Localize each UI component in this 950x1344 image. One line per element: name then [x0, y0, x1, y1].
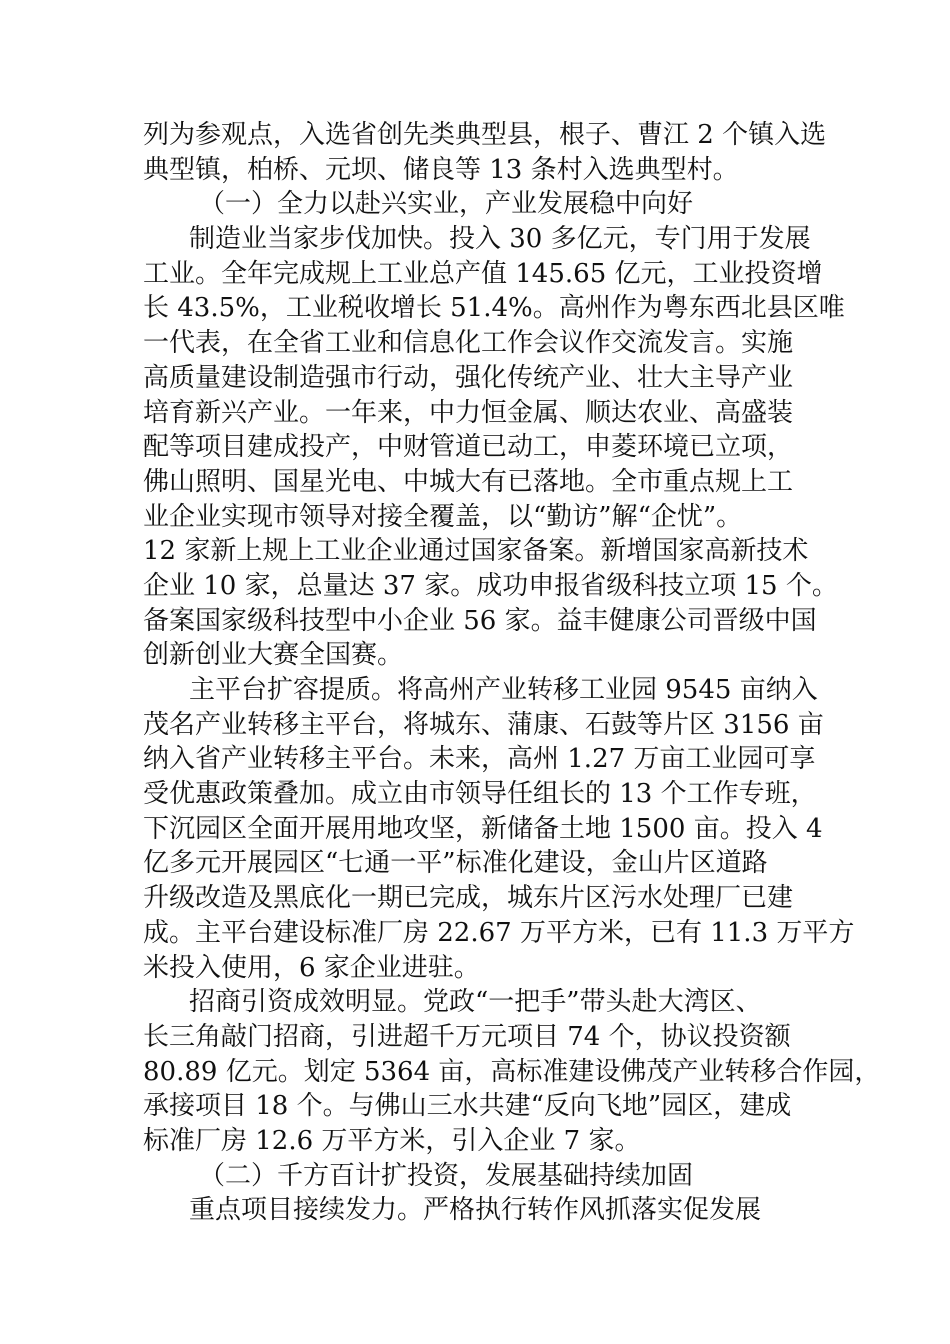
paragraph-start: 主平台扩容提质。将高州产业转移工业园 9545 亩纳入 — [189, 675, 818, 705]
text-line: 佛山照明、国星光电、中城大有已落地。全市重点规上工 — [143, 466, 794, 497]
text-line: 亿多元开展园区“七通一平”标准化建设，金山片区道路 — [143, 848, 768, 879]
text-line: 配等项目建成投产，中财管道已动工，申菱环境已立项， — [143, 432, 794, 463]
text-line: 米投入使用，6 家企业进驻。 — [143, 952, 480, 983]
text-line: 纳入省产业转移主平台。未来，高州 1.27 万亩工业园可享 — [143, 744, 816, 775]
paragraph-start: 招商引资成效明显。党政“一把手”带头赴大湾区、 — [189, 987, 762, 1018]
text-line: 长三角敲门招商，引进超千万元项目 74 个，协议投资额 — [143, 1021, 791, 1052]
text-line: 典型镇，柏桥、元坝、储良等 13 条村入选典型村。 — [143, 154, 739, 185]
section-heading-1: （一）全力以赴兴实业，产业发展稳中向好 — [199, 189, 694, 220]
paragraph-start: 制造业当家步伐加快。投入 30 多亿元，专门用于发展 — [189, 224, 811, 255]
text-line: 备案国家级科技型中小企业 56 家。益丰健康公司晋级中国 — [143, 605, 817, 636]
text-line: 创新创业大赛全国赛。 — [143, 640, 404, 671]
text-line: 下沉园区全面开展用地攻坚，新储备土地 1500 亩。投入 4 — [143, 813, 823, 844]
text-line: 承接项目 18 个。与佛山三水共建“反向飞地”园区，建成 — [143, 1091, 792, 1122]
text-line: 列为参观点，入选省创先类典型县，根子、曹江 2 个镇入选 — [143, 120, 827, 150]
text-line: 一代表，在全省工业和信息化工作会议作交流发言。实施 — [143, 328, 794, 359]
text-line: 升级改造及黑底化一期已完成，城东片区污水处理厂已建 — [143, 883, 794, 914]
text-line: 业企业实现市领导对接全覆盖，以“勤访”解“企忧”。 — [143, 501, 743, 532]
text-line: 高质量建设制造强市行动，强化传统产业、壮大主导产业 — [143, 362, 794, 393]
text-line: 受优惠政策叠加。成立由市领导任组长的 13 个工作专班， — [143, 779, 817, 810]
paragraph-start: 重点项目接续发力。严格执行转作风抓落实促发展 — [189, 1195, 762, 1226]
text-line: 茂名产业转移主平台，将城东、蒲康、石鼓等片区 3156 亩 — [143, 709, 824, 740]
section-heading-2: （二）千方百计扩投资，发展基础持续加固 — [199, 1160, 694, 1191]
text-line: 标准厂房 12.6 万平方米，引入企业 7 家。 — [143, 1125, 641, 1156]
text-line: 成。主平台建设标准厂房 22.67 万平方米，已有 11.3 万平方 — [143, 917, 855, 948]
text-line: 12 家新上规上工业企业通过国家备案。新增国家高新技术 — [143, 536, 809, 567]
document-body — [143, 118, 881, 1228]
text-line: 企业 10 家，总量达 37 家。成功申报省级科技立项 15 个。 — [143, 570, 838, 601]
text-line: 长 43.5%，工业税收增长 51.4%。高州作为粤东西北县区唯 — [143, 293, 845, 324]
text-line: 80.89 亿元。划定 5364 亩，高标准建设佛茂产业转移合作园， — [143, 1056, 881, 1087]
text-line: 工业。全年完成规上工业总产值 145.65 亿元，工业投资增 — [143, 258, 823, 289]
text-line: 培育新兴产业。一年来，中力恒金属、顺达农业、高盛装 — [143, 397, 794, 428]
